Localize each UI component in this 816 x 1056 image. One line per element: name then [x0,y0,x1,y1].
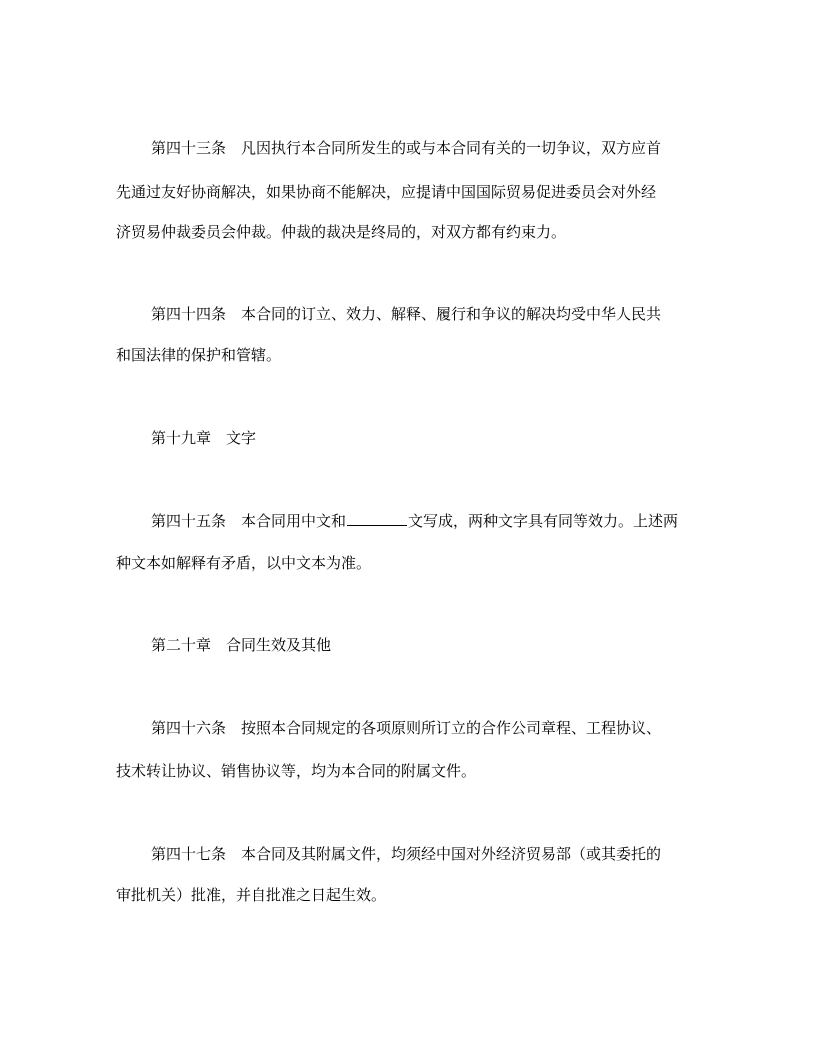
chapter-20-heading: 第二十章 合同生效及其他 [151,636,332,654]
article-47-line-1: 第四十七条 本合同及其附属文件，均须经中国对外经济贸易部（或其委托的 [151,845,662,863]
article-46-line-2: 技术转让协议、销售协议等，均为本合同的附属文件。 [116,762,477,780]
article-44-line-1: 第四十四条 本合同的订立、效力、解释、履行和争议的解决均受中华人民共 [151,305,662,323]
article-44-line-2: 和国法律的保护和管辖。 [116,346,282,364]
article-43-line-2: 先通过友好协商解决，如果协商不能解决，应提请中国国际贸易促进委员会对外经 [116,183,657,201]
chapter-19-heading: 第十九章 文字 [151,429,257,447]
article-45-line-1 [151,511,678,531]
article-45-text-after-blank: 文写成，两种文字具有同等效力。上述两 [408,512,679,530]
article-45-text-before-blank: 第四十五条 本合同用中文和 [151,512,347,530]
article-47-line-2: 审批机关）批准，并自批准之日起生效。 [116,886,387,904]
article-43-line-1: 第四十三条 凡因执行本合同所发生的或与本合同有关的一切争议，双方应首 [151,139,662,157]
article-46-line-1: 第四十六条 按照本合同规定的各项原则所订立的合作公司章程、工程协议、 [151,719,662,737]
fill-in-blank[interactable] [347,511,407,526]
article-45-line-2: 种文本如解释有矛盾，以中文本为准。 [116,554,372,572]
article-43-line-3: 济贸易仲裁委员会仲裁。仲裁的裁决是终局的，对双方都有约束力。 [116,223,567,241]
